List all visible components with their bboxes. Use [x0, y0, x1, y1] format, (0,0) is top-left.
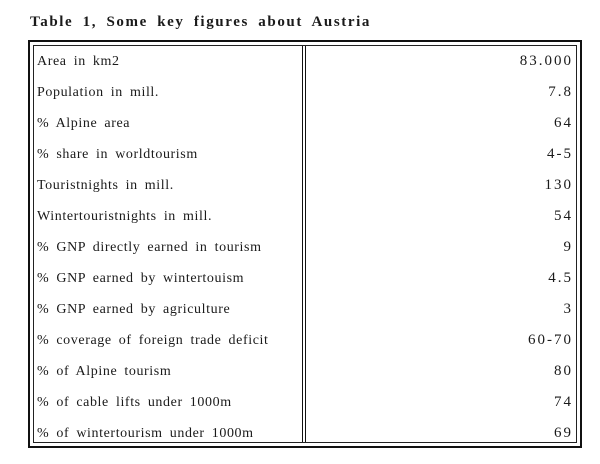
- row-label: % of cable lifts under 1000m: [37, 394, 232, 410]
- table-row: [34, 46, 576, 77]
- row-label: % GNP earned by agriculture: [37, 301, 231, 317]
- row-label: % GNP directly earned in tourism: [37, 239, 262, 255]
- table-row: [34, 201, 576, 232]
- row-value: 80: [554, 363, 573, 379]
- table-row: [34, 294, 576, 325]
- row-label: % coverage of foreign trade deficit: [37, 332, 269, 348]
- table-row: [34, 108, 576, 139]
- row-label: % of Alpine tourism: [37, 363, 172, 379]
- key-figures-table: [28, 40, 582, 448]
- row-value: 54: [554, 208, 573, 224]
- table-row: [34, 356, 576, 387]
- table-inner-frame: [33, 45, 577, 443]
- row-label: Area in km2: [37, 53, 120, 69]
- row-label: % share in worldtourism: [37, 146, 198, 162]
- row-value: 4-5: [547, 146, 573, 162]
- row-value: 64: [554, 115, 573, 131]
- table-row: [34, 170, 576, 201]
- row-value: 69: [554, 425, 573, 441]
- table-row: [34, 325, 576, 356]
- row-value: 9: [563, 239, 573, 255]
- row-label: Wintertouristnights in mill.: [37, 208, 213, 224]
- row-label: % Alpine area: [37, 115, 131, 131]
- table-row: [34, 139, 576, 170]
- table-row: [34, 387, 576, 418]
- row-value: 130: [544, 177, 573, 193]
- row-value: 83.000: [519, 53, 573, 69]
- table-row: [34, 77, 576, 108]
- row-label: % GNP earned by wintertouism: [37, 270, 245, 286]
- table-row: [34, 232, 576, 263]
- row-value: 74: [554, 394, 573, 410]
- row-value: 7.8: [548, 84, 573, 100]
- row-label: Population in mill.: [37, 84, 160, 100]
- row-label: Touristnights in mill.: [37, 177, 174, 193]
- table-title: Table 1, Some key figures about Austria: [30, 14, 372, 30]
- table-row: [34, 418, 576, 449]
- row-value: 3: [563, 301, 573, 317]
- figures-grid: [34, 46, 576, 449]
- row-value: 4.5: [548, 270, 573, 286]
- table-row: [34, 263, 576, 294]
- row-label: % of wintertourism under 1000m: [37, 425, 254, 441]
- row-value: 60-70: [528, 332, 573, 348]
